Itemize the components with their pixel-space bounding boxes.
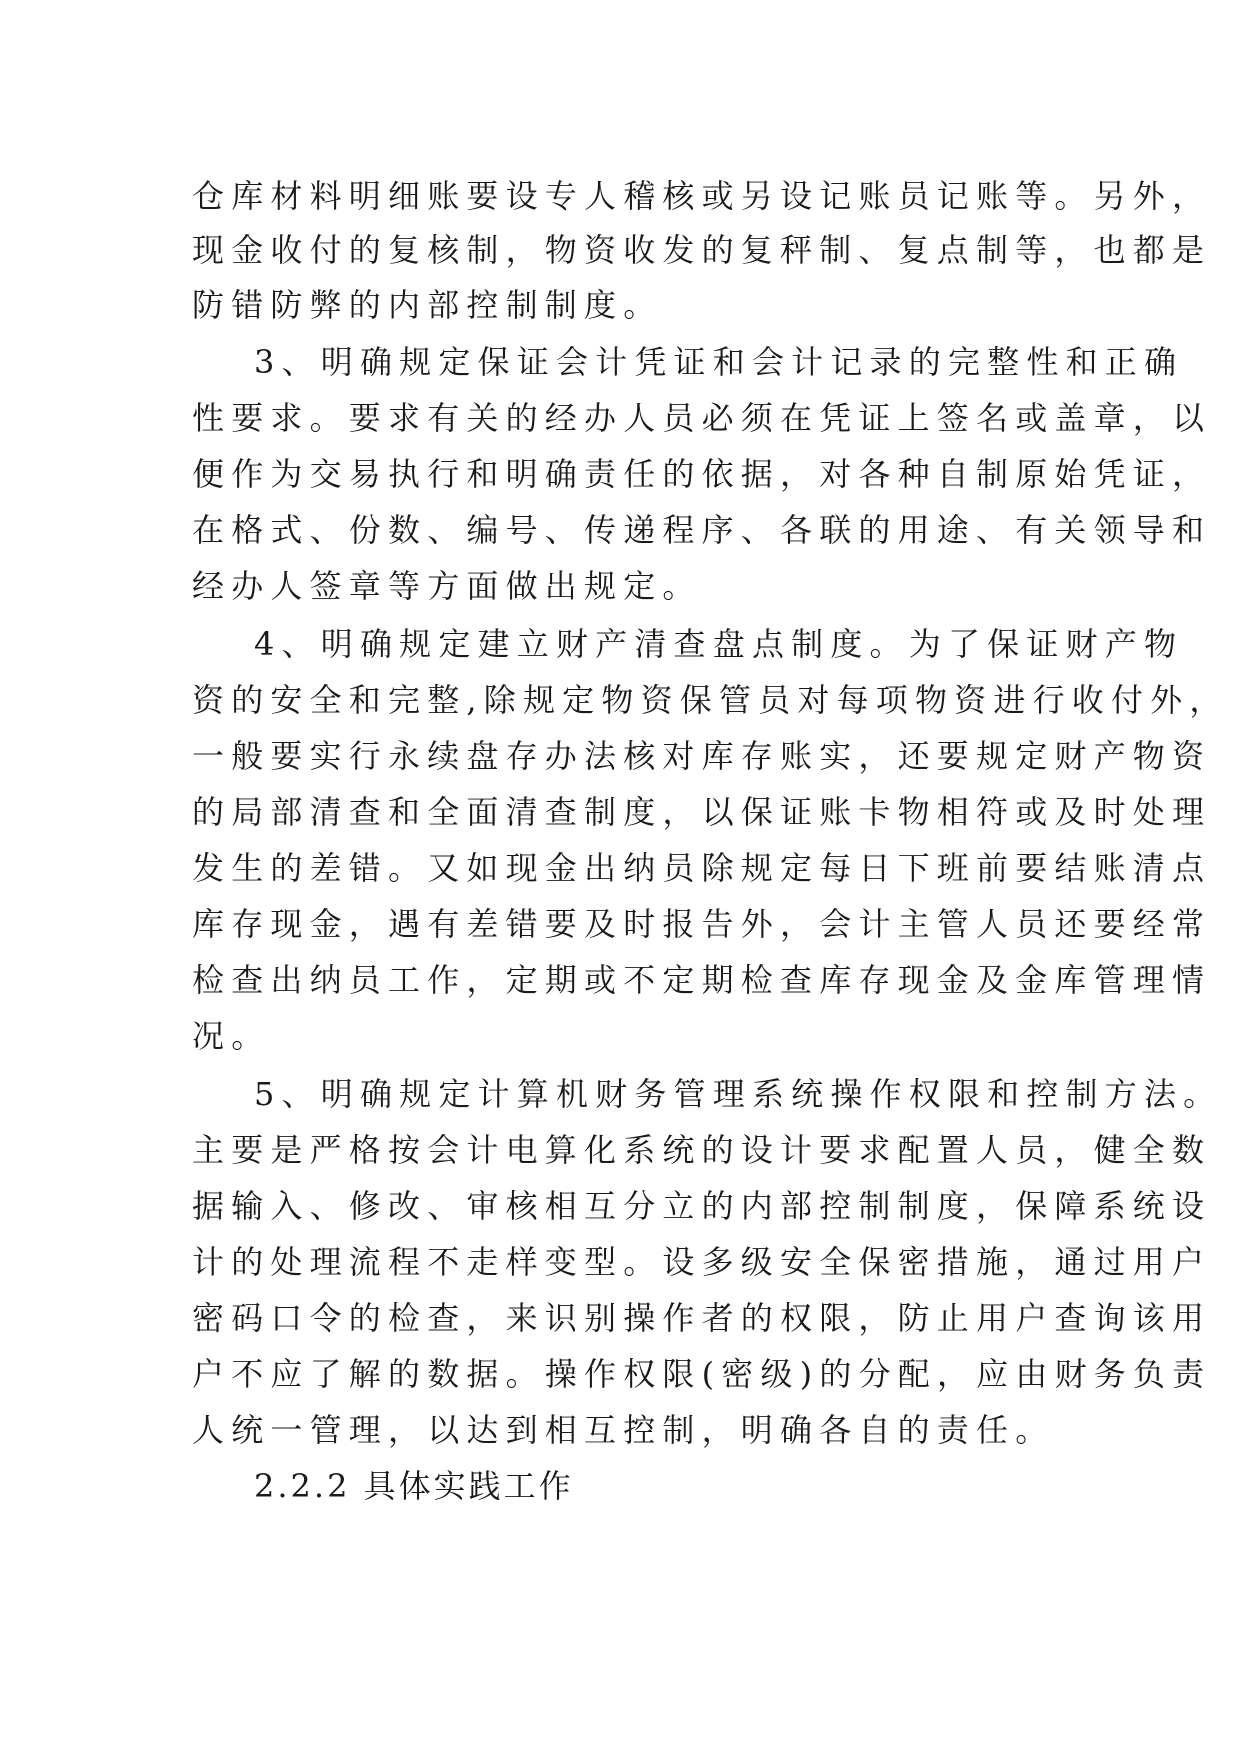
paragraph-line: 户不应了解的数据。操作权限(密级)的分配，应由财务负责 [192, 1355, 1212, 1393]
paragraph-line: 库存现金，遇有差错要及时报告外，会计主管人员还要经常 [192, 905, 1212, 943]
paragraph-line: 发生的差错。又如现金出纳员除规定每日下班前要结账清点 [192, 849, 1212, 887]
paragraph-line: 检查出纳员工作，定期或不定期检查库存现金及金库管理情 [192, 961, 1212, 999]
paragraph-line: 3、明确规定保证会计凭证和会计记录的完整性和正确 [254, 343, 1184, 381]
paragraph-line: 人统一管理，以达到相互控制，明确各自的责任。 [192, 1411, 1055, 1449]
paragraph-line: 据输入、修改、审核相互分立的内部控制制度，保障系统设 [192, 1187, 1212, 1225]
paragraph-line: 便作为交易执行和明确责任的依据，对各种自制原始凭证， [192, 455, 1212, 493]
paragraph-line: 现金收付的复核制，物资收发的复秤制、复点制等，也都是 [192, 231, 1212, 269]
paragraph-line: 性要求。要求有关的经办人员必须在凭证上签名或盖章，以 [192, 399, 1212, 437]
paragraph-line: 防错防弊的内部控制制度。 [192, 286, 663, 324]
section-heading: 2.2.2 具体实践工作 [254, 1467, 574, 1505]
paragraph-line: 在格式、份数、编号、传递程序、各联的用途、有关领导和 [192, 511, 1212, 549]
paragraph-line: 经办人签章等方面做出规定。 [192, 567, 702, 605]
paragraph-line: 的局部清查和全面清查制度，以保证账卡物相符或及时处理 [192, 793, 1212, 831]
paragraph-line: 5、明确规定计算机财务管理系统操作权限和控制方法。 [254, 1075, 1223, 1113]
paragraph-line: 一般要实行永续盘存办法核对库存账实，还要规定财产物资 [192, 737, 1212, 775]
paragraph-line: 计的处理流程不走样变型。设多级安全保密措施，通过用户 [192, 1243, 1212, 1281]
paragraph-line: 仓库材料明细账要设专人稽核或另设记账员记账等。另外， [192, 177, 1212, 215]
paragraph-line: 主要是严格按会计电算化系统的设计要求配置人员，健全数 [192, 1131, 1212, 1169]
paragraph-line: 密码口令的检查，来识别操作者的权限，防止用户查询该用 [192, 1299, 1212, 1337]
paragraph-line: 况。 [192, 1017, 271, 1055]
paragraph-line: 4、明确规定建立财产清查盘点制度。为了保证财产物 [254, 625, 1184, 663]
paragraph-line: 资的安全和完整,除规定物资保管员对每项物资进行收付外， [192, 681, 1229, 719]
